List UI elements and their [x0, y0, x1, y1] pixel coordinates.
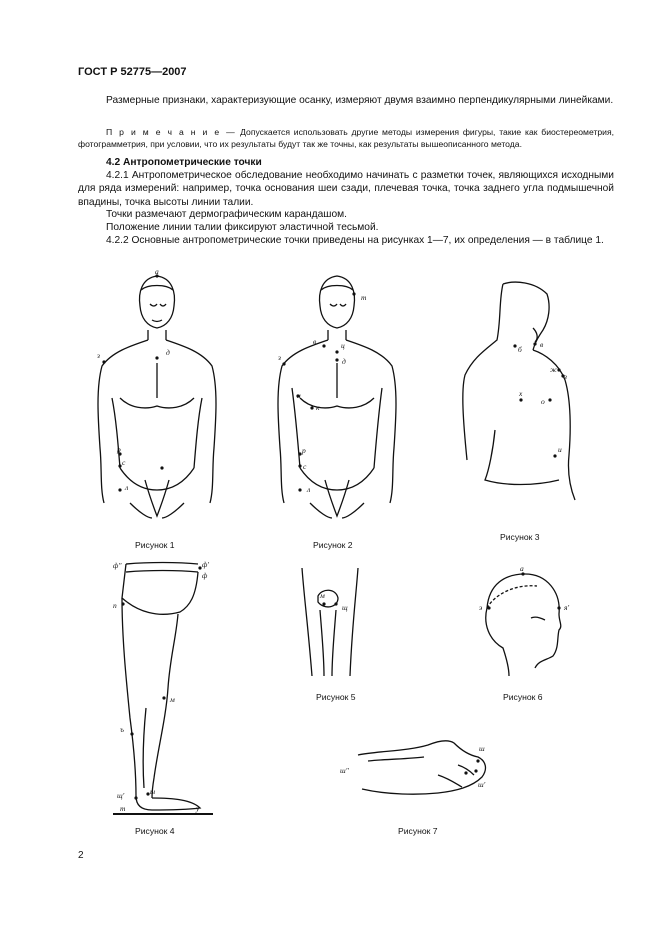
fig2-label-ts: ц: [341, 341, 345, 350]
intro-paragraph: Размерные признаки, характеризующие осанку, измеряют двумя взаимно перпендикулярными линейками.: [106, 95, 614, 106]
paragraph-4-2-2: 4.2.2 Основные антропометрические точки приведены на рисунках 1—7, их определения — в таблице 1.: [106, 235, 604, 246]
fig3-label-b: б: [518, 345, 522, 354]
figure-4-lower-body-side: [108, 558, 218, 820]
note-paragraph: [78, 126, 614, 150]
note-label: П р и м е ч а н и е —: [106, 127, 237, 137]
fig2-label-t: т: [361, 293, 367, 302]
figure-2-front-torso: [270, 268, 405, 526]
page-number: 2: [78, 850, 84, 861]
figure-5-knee: [290, 566, 370, 686]
figure-7-caption: Рисунок 7: [398, 826, 438, 836]
fig3-label-o: о: [541, 397, 545, 406]
fig2-label-s: с: [303, 462, 307, 471]
figure-6-caption: Рисунок 6: [503, 692, 543, 702]
figure-4-caption: Рисунок 4: [135, 826, 175, 836]
fig3-label-v: в: [540, 340, 544, 349]
section-heading: 4.2 Антропометрические точки: [106, 157, 262, 168]
fig2-label-z: з: [278, 353, 281, 362]
fig6-label-ya: я': [564, 603, 570, 612]
fig7-label-sh: ш: [479, 744, 485, 753]
fig4-label-p: п: [113, 601, 117, 610]
paragraph-marker: Точки размечают дермографическим карандашом.: [106, 209, 347, 220]
fig4-label-f: ф: [202, 571, 208, 580]
figure-3-back-torso: [455, 280, 590, 510]
fig4-label-y: ы: [150, 787, 156, 796]
fig1-label-s: с: [122, 458, 126, 467]
fig2-label-l: л: [307, 485, 311, 494]
figure-1-caption: Рисунок 1: [135, 540, 175, 550]
fig6-label-a: а: [520, 564, 524, 573]
fig3-label-i: и: [558, 445, 562, 454]
fig7-label-sh2: ш": [340, 766, 349, 775]
fig2-label-n: н: [297, 391, 301, 400]
fig3-label-z: з: [564, 372, 567, 381]
fig4-label-f2: ф": [113, 561, 122, 570]
fig6-label-e: э: [479, 603, 483, 612]
fig1-label-r: р: [117, 445, 121, 454]
paragraph-waist: Положение линии талии фиксируют эластичной тесьмой.: [106, 222, 379, 233]
figure-3-caption: Рисунок 3: [500, 532, 540, 542]
fig1-label-z: з: [97, 351, 100, 360]
fig4-label-t: т: [120, 804, 126, 813]
fig2-label-d: д: [342, 357, 346, 366]
fig7-label-sh1: ш': [478, 780, 486, 789]
fig4-label-hard: ъ: [120, 725, 124, 734]
fig5-label-sch: щ: [342, 603, 348, 612]
fig2-label-v: в: [313, 337, 317, 346]
fig4-label-m: м: [170, 695, 175, 704]
figure-1-front-torso: [90, 268, 225, 526]
note-text: Допускается использовать другие методы измерения фигуры, такие как биостереометрия, фотограмметрия, при условии, что их результаты будут так же точны, как результаты вышеописанного метода.: [78, 127, 615, 149]
figure-5-caption: Рисунок 5: [316, 692, 356, 702]
fig4-label-sh1: щ': [117, 791, 125, 800]
figure-2-caption: Рисунок 2: [313, 540, 353, 550]
figure-6-head-profile: [475, 564, 575, 680]
fig2-label-r: р: [302, 446, 306, 455]
paragraph-4-2-1: 4.2.1 Антропометрическое обследование необходимо начинать с разметки точек, являющихся исходными для ряда измерений: например, точка основания шеи сзади, плечевая точка, точка заднего угла подмышечной впадины, точка высоты линии талии.: [78, 170, 614, 208]
fig4-label-u: у: [196, 804, 200, 813]
document-header: ГОСТ Р 52775—2007: [78, 66, 187, 78]
figure-7-hand: [338, 735, 498, 820]
fig3-label-kh: х: [519, 389, 523, 398]
fig1-label-l: л: [125, 483, 129, 492]
fig1-label-a: а: [155, 268, 159, 276]
fig2-label-k: к: [316, 403, 320, 412]
fig1-label-d: д: [166, 348, 170, 357]
fig3-label-zh: ж: [550, 365, 557, 374]
fig4-label-f1: ф': [202, 560, 209, 569]
fig5-label-m: м: [320, 591, 325, 600]
